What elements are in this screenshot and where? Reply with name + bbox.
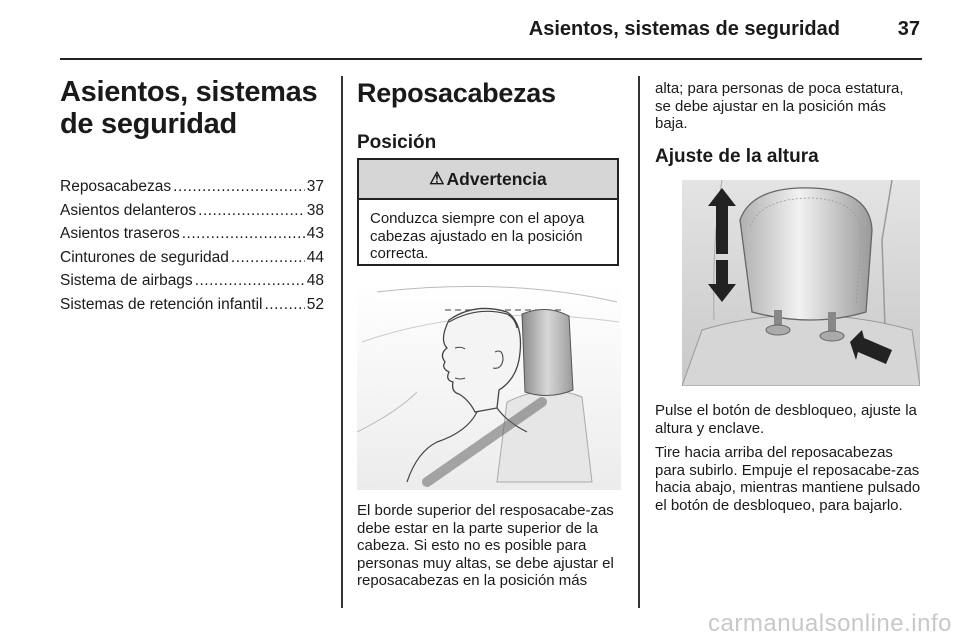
paragraph-raise-lower: Tire hacia arriba del reposacabezas para subirlo. Empuje el reposacabe-zas hacia abajo, mientras mantiene pulsado el botón de desbloqueo, para bajarlo.: [655, 444, 921, 514]
column-divider-left: [341, 76, 343, 608]
toc-item-page: 48: [306, 272, 324, 289]
toc-leader: [182, 225, 305, 243]
toc-item-label: Asientos traseros: [60, 225, 180, 242]
toc-item-label: Reposacabezas: [60, 178, 172, 195]
page-number: 37: [897, 18, 920, 40]
toc-item[interactable]: [60, 225, 324, 249]
headrest-height-illustration: [682, 180, 920, 386]
toc-item[interactable]: [60, 202, 324, 226]
headrest-position-illustration: [357, 282, 621, 490]
header-rule: [60, 58, 922, 60]
paragraph-headrest-edge: El borde superior del resposacabe-zas debe estar en la parte superior de la cabeza. Si esto no es posible para personas muy altas, se debe ajustar el reposacabezas en la posición más: [357, 502, 614, 589]
toc-item-label: Asientos delanteros: [60, 201, 197, 219]
table-of-contents: [60, 178, 324, 319]
toc-item[interactable]: [60, 178, 324, 202]
section-heading: Reposacabezas: [357, 78, 556, 108]
subsection-heading-height: Ajuste de la altura: [655, 146, 819, 167]
toc-item-page: 43: [306, 225, 324, 242]
toc-leader: [231, 249, 305, 267]
warning-text: Conduzca siempre con el apoya cabezas ajustado en la posición correcta.: [370, 210, 585, 262]
chapter-heading: Asientos, sistemas de seguridad: [60, 76, 318, 140]
toc-leader: [195, 272, 305, 290]
column-divider-right: [638, 76, 640, 608]
warning-triangle-icon: ⚠: [429, 169, 445, 188]
warning-header: [359, 160, 617, 200]
page-header-title: Asientos, sistemas de seguridad: [528, 18, 840, 40]
toc-item-page: 38: [306, 201, 324, 219]
toc-leader: [173, 178, 305, 196]
toc-item-label: Sistemas de retención infantil: [60, 295, 263, 313]
toc-item[interactable]: [60, 296, 324, 320]
toc-item-page: 44: [306, 248, 324, 266]
toc-leader: [198, 202, 305, 220]
toc-item-label: Sistema de airbags: [60, 272, 193, 289]
warning-box: [357, 158, 619, 266]
paragraph-press-release: Pulse el botón de desbloqueo, ajuste la altura y enclave.: [655, 402, 917, 437]
toc-item-page: 37: [306, 178, 324, 195]
warning-title: Advertencia: [446, 168, 547, 189]
paragraph-headrest-edge-continued: alta; para personas de poca estatura, se debe ajustar en la posición más baja.: [655, 80, 904, 132]
toc-item-page: 52: [306, 295, 324, 313]
toc-item[interactable]: [60, 272, 324, 296]
toc-item[interactable]: [60, 249, 324, 273]
watermark: carmanualsonline.info: [708, 610, 952, 637]
toc-leader: [264, 296, 304, 314]
toc-item-label: Cinturones de seguridad: [60, 248, 229, 266]
subsection-heading-position: Posición: [357, 132, 437, 153]
